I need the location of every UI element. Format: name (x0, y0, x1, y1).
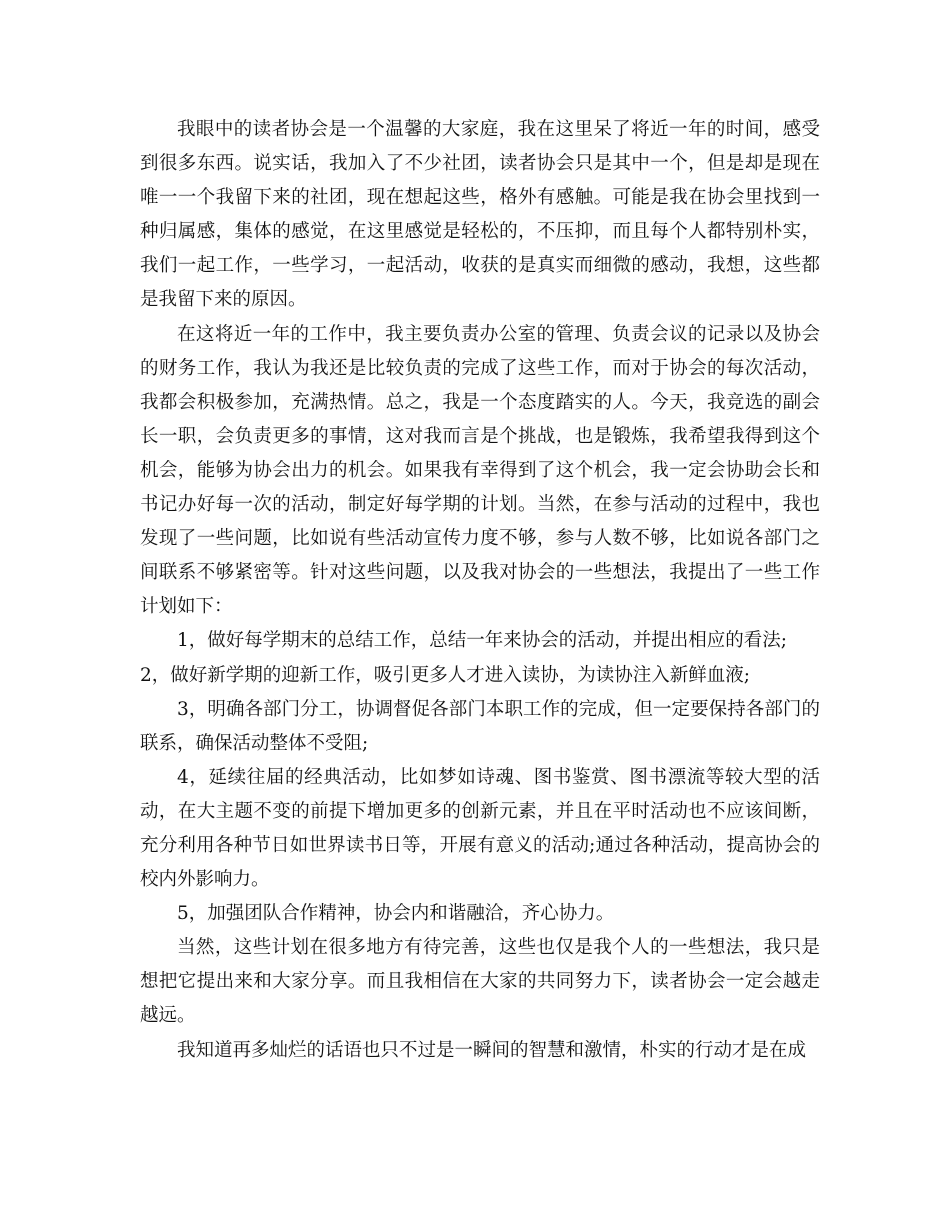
paragraph-intro: 我眼中的读者协会是一个温馨的大家庭，我在这里呆了将近一年的时间，感受到很多东西。说实话，我加入了不少社团，读者协会只是其中一个，但是却是现在唯一一个我留下来的社团，现在想起这些，格外有感触。可能是我在协会里找到一种归属感，集体的感觉，在这里感觉是轻松的，不压抑，而且每个人都特别朴实，我们一起工作，一些学习，一起活动，收获的是真实而细微的感动，我想，这些都是我留下来的原因。 (140, 119, 820, 311)
plan-item-3: 3，明确各部门分工，协调督促各部门本职工作的完成，但一定要保持各部门的联系，确保活动整体不受阻; (140, 698, 820, 754)
plan-item-2: 2，做好新学期的迎新工作，吸引更多人才进入读协，为读协注入新鲜血液; (140, 664, 751, 686)
plan-item-1: 1，做好每学期末的总结工作，总结一年来协会的活动，并提出相应的看法; (177, 630, 788, 652)
plan-item-4: 4，延续往届的经典活动，比如梦如诗魂、图书鉴赏、图书漂流等较大型的活动，在大主题不变的前提下增加更多的创新元素，并且在平时活动也不应该间断，充分利用各种节日如世界读书日等，开展有意义的活动;通过各种活动，提高协会的校内外影响力。 (140, 766, 820, 891)
plan-item-5: 5，加强团队合作精神，协会内和谐融洽，齐心协力。 (177, 903, 615, 925)
paragraph-closing: 我知道再多灿烂的话语也只不过是一瞬间的智慧和激情，朴实的行动才是在成 (177, 1039, 807, 1061)
paragraph-conclusion: 当然，这些计划在很多地方有待完善，这些也仅是我个人的一些想法，我只是想把它提出来和大家分享。而且我相信在大家的共同努力下，读者协会一定会越走越远。 (140, 937, 820, 1027)
paragraph-work-summary: 在这将近一年的工作中，我主要负责办公室的管理、负责会议的记录以及协会的财务工作，我认为我还是比较负责的完成了这些工作，而对于协会的每次活动，我都会积极参加，充满热情。总之，我是一个态度踏实的人。今天，我竞选的副会长一职，会负责更多的事情，这对我而言是个挑战，也是锻炼，我希望我得到这个机会，能够为协会出力的机会。如果我有幸得到了这个机会，我一定会协助会长和书记办好每一次的活动，制定好每学期的计划。当然，在参与活动的过程中，我也发现了一些问题，比如说有些活动宣传力度不够，参与人数不够，比如说各部门之间联系不够紧密等。针对这些问题，以及我对协会的一些想法，我提出了一些工作计划如下： (140, 323, 820, 618)
document-body (140, 113, 820, 1068)
